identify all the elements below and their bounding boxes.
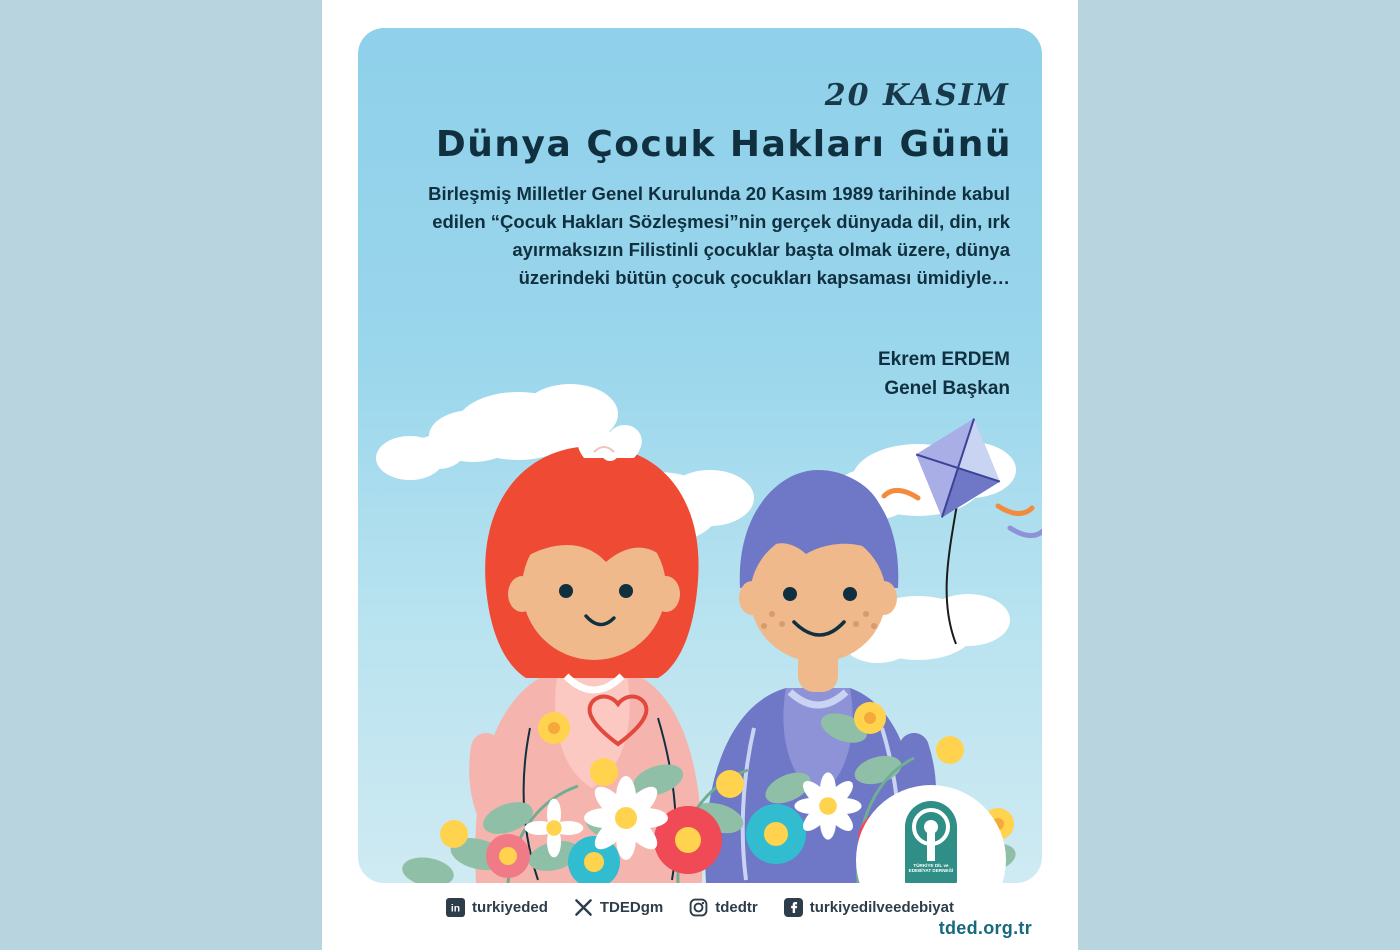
signature-title: Genel Başkan bbox=[884, 377, 1010, 399]
poster-artwork bbox=[358, 28, 1042, 883]
date-label: 20 KASIM bbox=[824, 78, 1010, 113]
social-link-linkedin[interactable] bbox=[446, 898, 548, 917]
page-title: Dünya Çocuk Hakları Günü bbox=[435, 124, 1012, 165]
page-background-left bbox=[0, 0, 322, 950]
signature-block bbox=[878, 346, 1010, 404]
social-handle: turkiyedilveedebiyat bbox=[809, 898, 954, 916]
social-link-facebook[interactable] bbox=[784, 898, 954, 917]
social-handle: turkiyeded bbox=[472, 898, 548, 916]
facebook-icon bbox=[784, 898, 803, 917]
social-handle: TDEDgm bbox=[599, 898, 664, 916]
page-background-right bbox=[1078, 0, 1400, 950]
poster-card bbox=[322, 0, 1078, 950]
social-link-x[interactable] bbox=[574, 898, 663, 917]
tded-plate-text: TÜRKİYE DİL ve EDEBİYAT DERNEĞİ bbox=[908, 863, 954, 874]
poster-paragraph: Birleşmiş Milletler Genel Kurulunda 20 Kasım 1989 tarihinde kabul edilen “Çocuk Hakları Sözleşmesi”nin gerçek dünyada dil, din, ırk ayırmaksızın Filistinli çocuklar başta olmak üzere, dünya üzerindeki bütün çocuk çocukları kapsaması ümidiyle… bbox=[428, 183, 1010, 289]
social-handle: tdedtr bbox=[715, 898, 758, 916]
website-url[interactable]: tded.org.tr bbox=[938, 918, 1032, 938]
tded-logo-mark bbox=[905, 801, 957, 883]
x-twitter-icon bbox=[574, 898, 593, 917]
svg-text:in: in bbox=[450, 902, 461, 914]
social-link-instagram[interactable] bbox=[689, 898, 758, 917]
signature-name: Ekrem ERDEM bbox=[878, 349, 1010, 370]
instagram-icon bbox=[689, 898, 708, 917]
linkedin-icon bbox=[446, 898, 465, 917]
